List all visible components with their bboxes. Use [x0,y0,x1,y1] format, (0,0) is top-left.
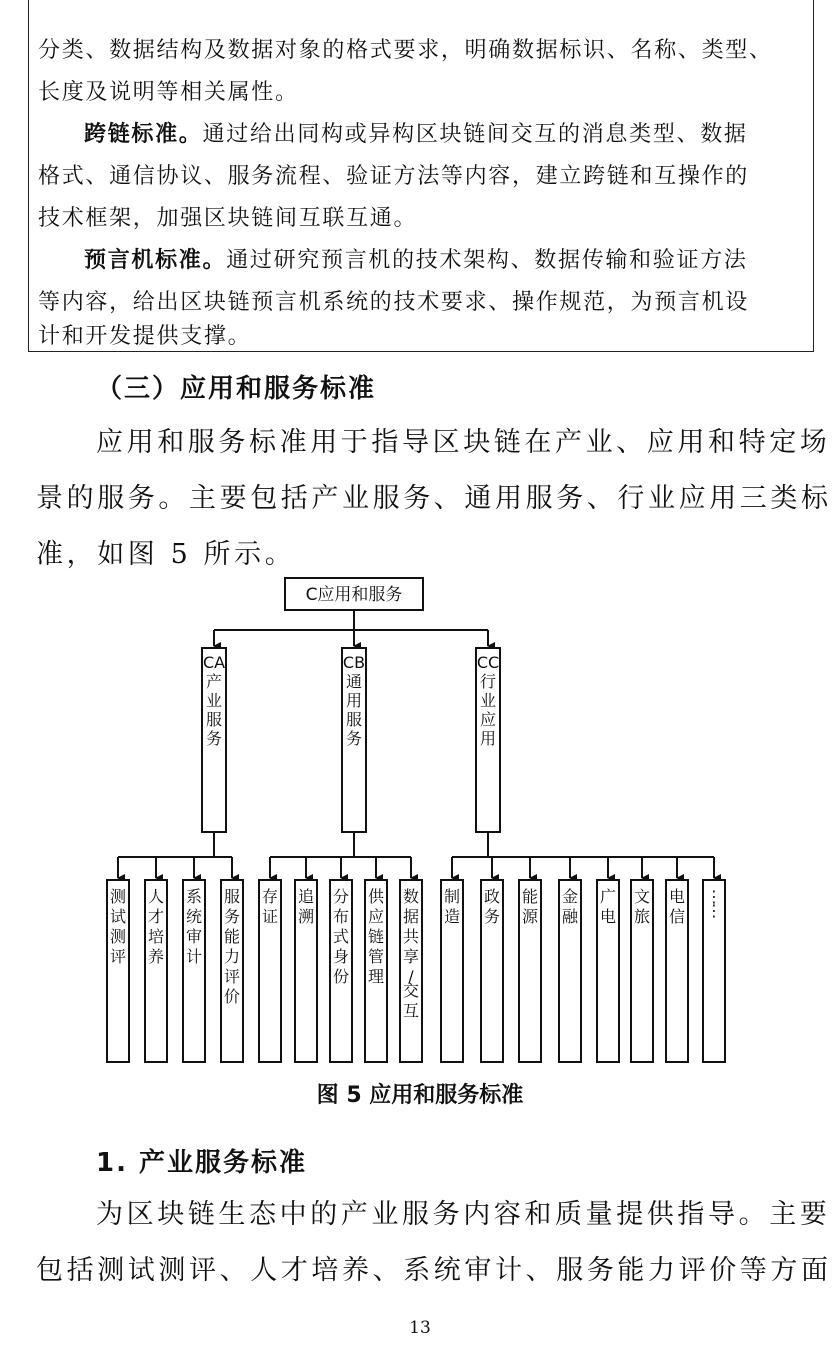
leaf-label: 存证 [261,887,279,926]
body-line-2: 景的服务。主要包括产业服务、通用服务、行业应用三类标 [36,483,832,514]
leaf-label: 广电 [599,887,617,926]
leaf-label: 测试测评 [109,887,127,966]
leaf-label: 金融 [561,887,579,926]
body-line-1: 应用和服务标准用于指导区块链在产业、应用和特定场 [96,427,831,458]
box-line-3: 跨链标准。通过给出同构或异构区块链间交互的消息类型、数据 [84,122,748,147]
leaf-label: 能源 [521,887,539,926]
body-line-3: 准，如图 5 所示。 [36,539,296,570]
category-label: CC 行业应用 [476,653,500,748]
leaf-label: 追溯 [297,887,315,926]
leaf-label: 服务能力评价 [223,887,241,1006]
box-line-7: 等内容，给出区块链预言机系统的技术要求、操作规范，为预言机设 [38,290,750,315]
tail-line-1: 为区块链生态中的产业服务内容和质量提供指导。主要 [96,1199,831,1230]
box-line-6: 预言机标准。通过研究预言机的技术架构、数据传输和验证方法 [84,248,748,273]
leaf-label: 分布式身份 [332,887,350,986]
cross-chain-term: 跨链标准。 [84,122,203,147]
section-heading: （三）应用和服务标准 [96,374,377,404]
leaf-label: 电信 [668,887,686,926]
category-label: CB 通用服务 [342,653,366,748]
leaf-label: ⋮ ⋮ [706,887,722,920]
figure-caption: 图 5 应用和服务标准 [316,1083,524,1108]
leaf-label: 制造 [443,887,461,926]
leaf-label: 数据共享/交互 [402,887,420,1020]
box-line-8: 计和开发提供支撑。 [38,324,252,349]
box-line-1: 分类、数据结构及数据对象的格式要求，明确数据标识、名称、类型、 [38,38,773,63]
leaf-label: 文旅 [633,887,651,926]
category-label: CA 产业服务 [202,653,226,748]
leaf-label: 供应链管理 [367,887,385,986]
leaf-label: 系统审计 [185,887,203,966]
box-line-4: 格式、通信协议、服务流程、验证方法等内容，建立跨链和互操作的 [38,164,750,189]
box-line-5: 技术框架，加强区块链间互联互通。 [38,206,418,231]
box-line-2: 长度及说明等相关属性。 [38,80,299,105]
tail-line-2: 包括测试测评、人才培养、系统审计、服务能力评价等方面 [36,1255,832,1286]
page-number: 13 [409,1318,431,1338]
leaf-label: 人才培养 [147,887,165,966]
subheading-industry-service: 1. 产业服务标准 [96,1148,308,1178]
leaf-label: 政务 [483,887,501,926]
root-label: C应用和服务 [305,585,403,605]
oracle-term: 预言机标准。 [84,248,227,273]
